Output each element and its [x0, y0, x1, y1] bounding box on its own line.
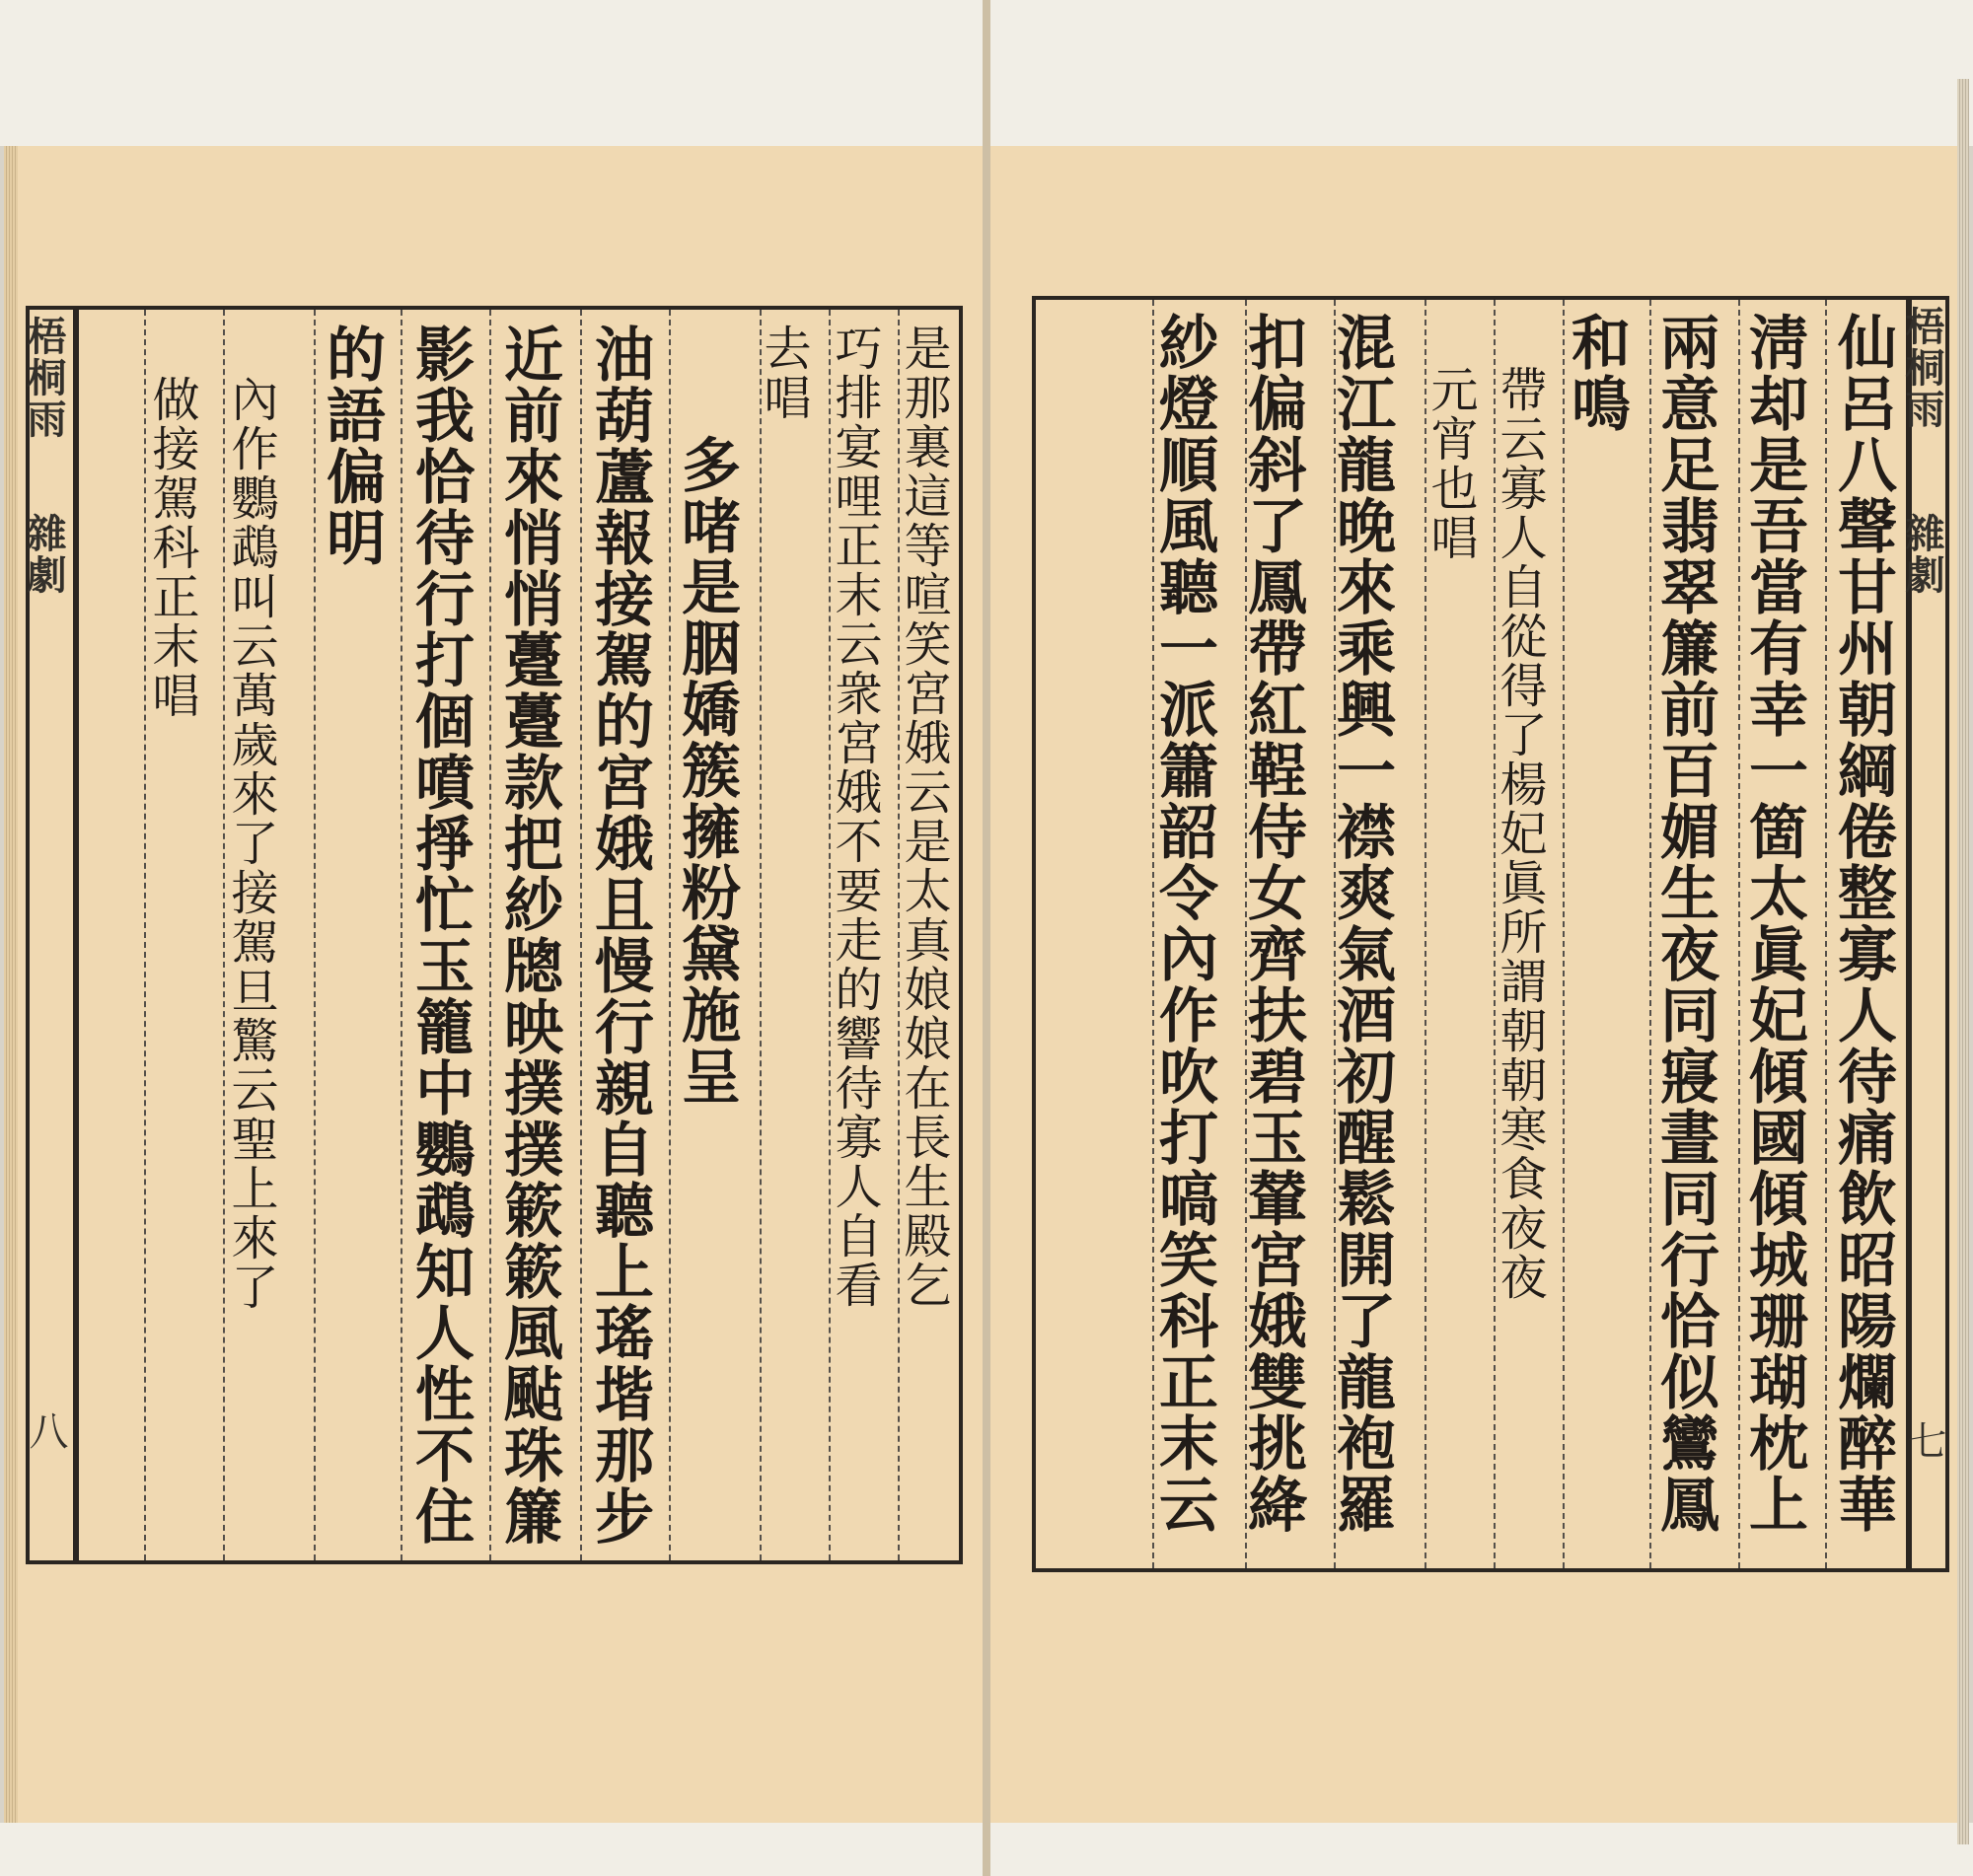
col-rule	[314, 310, 316, 1560]
right-col-6: 元宵也唱	[1423, 365, 1478, 562]
col-rule	[669, 310, 671, 1560]
left-col-6: 近前來悄悄躉躉款把紗牕映撲撲簌簌風颭珠簾	[494, 324, 563, 1547]
right-leaf-edges	[1957, 79, 1969, 1844]
col-rule	[401, 310, 402, 1560]
left-margin-section: 雜劇	[21, 513, 67, 596]
right-col-1: 仙呂八聲甘州朝綱倦整寡人待痛飲昭陽爛醉華	[1828, 312, 1897, 1535]
left-col-3: 去唱	[756, 324, 811, 422]
left-margin-title: 梧桐雨	[21, 316, 67, 440]
heavy-rule	[73, 310, 79, 1560]
left-page-number: 八	[23, 1410, 68, 1452]
left-col-8: 的語偏明	[317, 324, 386, 568]
right-col-4: 和鳴	[1562, 312, 1631, 434]
left-col-7: 影我恰待行打個噴掙忙玉籠中鸚鵡知人性不住	[405, 324, 475, 1547]
left-col-9: 內作鸚鵡叫云萬歲來了接駕旦驚云聖上來了	[223, 375, 278, 1312]
right-page-number: 七	[1901, 1420, 1946, 1462]
col-rule	[489, 310, 491, 1560]
left-col-4: 多啫是胭嬌簇擁粉黛施呈	[672, 434, 741, 1107]
right-margin-section: 雜劇	[1899, 513, 1945, 596]
left-leaf-edges	[4, 146, 18, 1823]
col-rule	[1563, 300, 1565, 1568]
col-rule	[760, 310, 762, 1560]
col-rule	[580, 310, 582, 1560]
right-col-8: 扣偏斜了鳳帶紅鞓侍女齊扶碧玉輦宮娥雙挑絳	[1238, 312, 1307, 1535]
right-col-9: 紗燈順風聽一派簫韶令內作吹打嗃笑科正末云	[1149, 312, 1218, 1535]
right-col-3: 兩意足翡翠簾前百媚生夜同寢晝同行恰似鸞鳳	[1650, 312, 1719, 1535]
col-rule	[1825, 300, 1827, 1568]
book-spine	[983, 0, 990, 1876]
right-margin-title: 梧桐雨	[1899, 306, 1945, 430]
right-col-2: 淸却是吾當有幸一箇太眞妃傾國傾城珊瑚枕上	[1739, 312, 1808, 1535]
left-col-5: 油葫蘆報接駕的宮娥且慢行親自聽上瑤堦那步	[585, 324, 654, 1547]
left-col-10: 做接駕科正末唱	[144, 375, 199, 720]
left-col-2: 巧排宴哩正末云衆宮娥不要走的響待寡人自看	[827, 324, 882, 1310]
left-col-1: 是那裏這等喧笑宮娥云是太真娘娘在長生殿乞	[896, 324, 951, 1310]
right-col-5: 帶云寡人自從得了楊妃眞所謂朝朝寒食夜夜	[1492, 365, 1547, 1302]
heavy-rule	[1906, 300, 1912, 1568]
right-col-7: 混江龍晚來乘興一襟爽氣酒初醒鬆開了龍袍羅	[1327, 312, 1396, 1535]
